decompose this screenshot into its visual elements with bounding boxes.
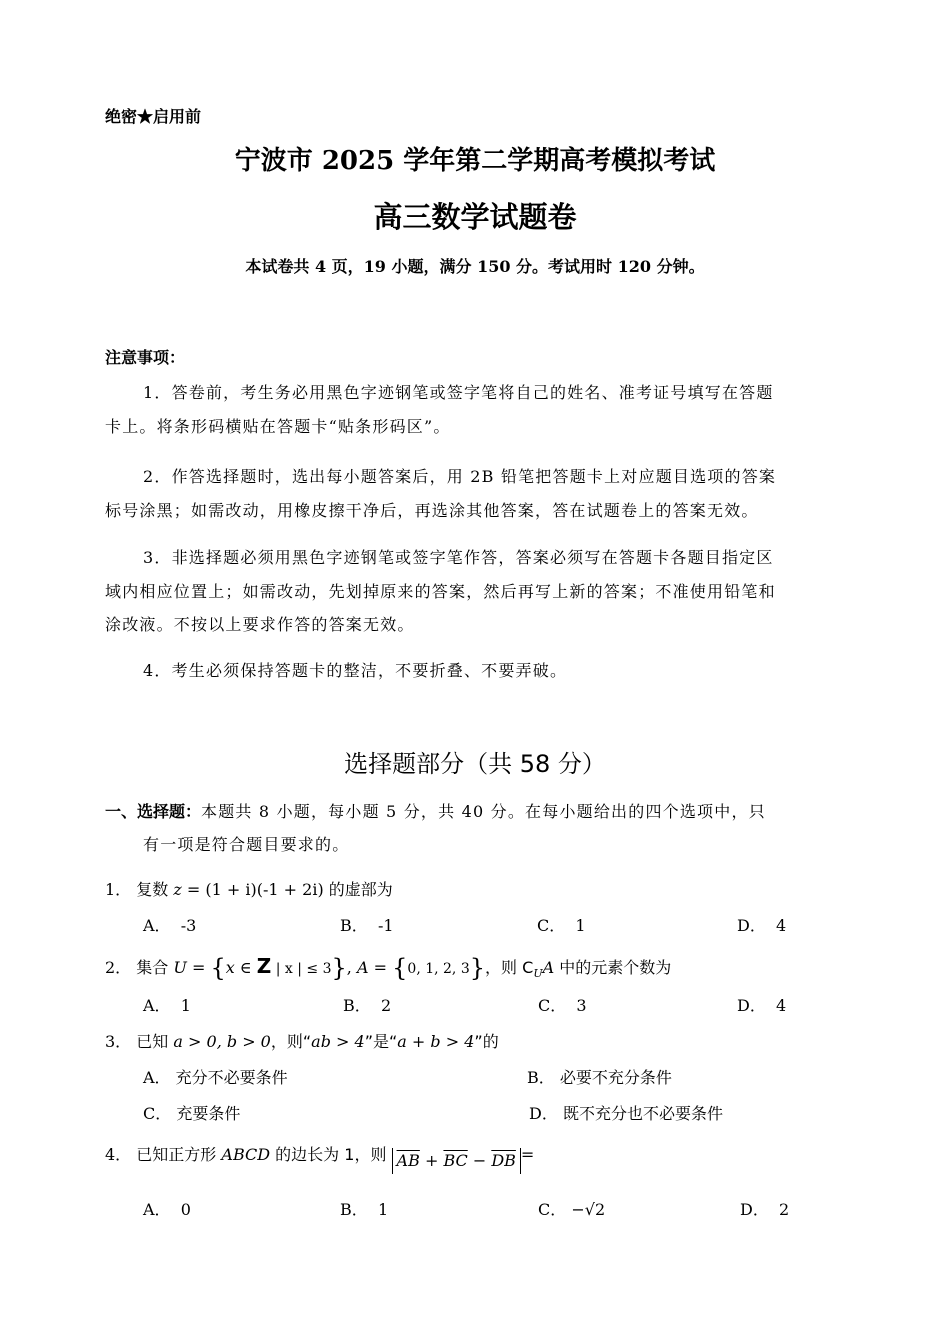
part-label: 一、选择题： bbox=[105, 802, 202, 821]
question-3-option-c: C． 充要条件 bbox=[143, 1104, 241, 1123]
question-4-option-d: D． 2 bbox=[740, 1200, 790, 1219]
question-2-option-a: A． 1 bbox=[143, 996, 191, 1015]
question-1-option-b: B． -1 bbox=[340, 916, 394, 935]
notice-item-4-line-1: 4．考生必须保持答题卡的整洁，不要折叠、不要弄破。 bbox=[143, 661, 568, 680]
part-desc-1: 本题共 8 小题，每小题 5 分，共 40 分。在每小题给出的四个选项中，只 bbox=[201, 802, 766, 821]
question-4-option-b: B． 1 bbox=[340, 1200, 389, 1219]
question-1-var: z bbox=[173, 880, 182, 899]
question-3-option-b: B． 必要不充分条件 bbox=[527, 1068, 672, 1087]
notice-item-3-line-2: 域内相应位置上；如需改动，先划掉原来的答案，然后再写上新的答案；不准使用铅笔和 bbox=[105, 582, 776, 601]
question-2-pre: 集合 bbox=[136, 958, 169, 977]
question-4-option-a: A． 0 bbox=[143, 1200, 191, 1219]
question-2: 2． 集合 U = {x ∈ Z | x | ≤ 3}, A = {0, 1, 2, 3}，则 $C_UA$ 中的元素个数为 bbox=[105, 954, 672, 982]
question-1-post: 的虚部为 bbox=[328, 880, 393, 899]
confidential-mark: 绝密★启用前 bbox=[105, 107, 202, 126]
question-3: 3． 已知 a > 0, b > 0，则“ab > 4”是“a + b > 4”的 bbox=[105, 1032, 499, 1051]
question-4-number: 4． bbox=[105, 1145, 132, 1164]
section-title: 选择题部分（共 58 分） bbox=[344, 750, 606, 778]
question-1-option-c: C． 1 bbox=[537, 916, 586, 935]
question-1-option-a: A． -3 bbox=[143, 916, 197, 935]
notice-item-3-line-1: 3．非选择题必须用黑色字迹钢笔或签字笔作答，答案必须写在答题卡各题目指定区 bbox=[143, 548, 774, 567]
notice-item-1-line-2: 卡上。将条形码横贴在答题卡“贴条形码区”。 bbox=[105, 417, 451, 436]
question-1-option-d: D． 4 bbox=[737, 916, 787, 935]
question-4: 4． 已知正方形 ABCD 的边长为 1，则 $\overline{AB} + \overline{BC} - \overline{DB}$ = bbox=[105, 1142, 534, 1174]
notice-heading: 注意事项： bbox=[105, 348, 186, 367]
question-1-expr: = (1 + i)(-1 + 2i) bbox=[181, 880, 329, 899]
question-3-option-a: A． 充分不必要条件 bbox=[143, 1068, 288, 1087]
notice-item-3-line-3: 涂改液。不按以上要求作答的答案无效。 bbox=[105, 615, 415, 634]
exam-title: 宁波市 2025 学年第二学期高考模拟考试 bbox=[234, 146, 716, 176]
part-desc-2: 有一项是符合题目要求的。 bbox=[143, 835, 350, 854]
question-1 bbox=[105, 877, 393, 900]
notice-item-2-line-2: 标号涂黑；如需改动，用橡皮擦干净后，再选涂其他答案，答在试题卷上的答案无效。 bbox=[105, 501, 759, 520]
question-3-option-d: D． 既不充分也不必要条件 bbox=[529, 1104, 723, 1123]
exam-subtitle: 高三数学试题卷 bbox=[373, 200, 577, 234]
notice-item-2-line-1: 2．作答选择题时，选出每小题答案后，用 2B 铅笔把答题卡上对应题目选项的答案 bbox=[143, 467, 777, 486]
question-4-option-c: C． −√2 bbox=[538, 1200, 606, 1219]
question-1-pre: 复数 bbox=[136, 880, 169, 899]
vector-norm: $\overline{AB} + \overline{BC} - \overline{DB}$ bbox=[392, 1148, 521, 1174]
notice-item-1-line-1: 1．答卷前，考生务必用黑色字迹钢笔或签字笔将自己的姓名、准考证号填写在答题 bbox=[143, 383, 774, 402]
question-2-option-c: C． 3 bbox=[538, 996, 587, 1015]
exam-info: 本试卷共 4 页，19 小题，满分 150 分。考试用时 120 分钟。 bbox=[245, 257, 705, 276]
question-1-number: 1． bbox=[105, 880, 132, 899]
part-header bbox=[105, 799, 766, 822]
question-2-option-b: B． 2 bbox=[343, 996, 392, 1015]
question-2-number: 2． bbox=[105, 958, 132, 977]
question-3-number: 3． bbox=[105, 1032, 132, 1051]
question-2-option-d: D． 4 bbox=[737, 996, 787, 1015]
